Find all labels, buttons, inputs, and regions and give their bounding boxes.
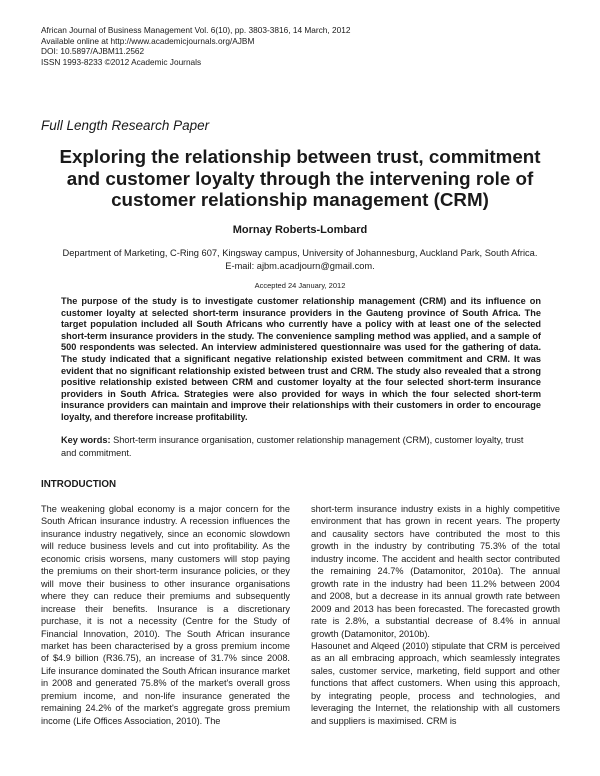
body-column-left bbox=[41, 503, 290, 727]
journal-url: Available online at http://www.academicjournals.org/AJBM bbox=[41, 35, 255, 46]
author-name: Mornay Roberts-Lombard bbox=[232, 224, 368, 236]
body-paragraph: Hasounet and Alqeed (2010) stipulate that CRM is perceived as an all embracing approach, which seamlessly integrates sales, customer service, marketing, field support and other functions that affect customers. When using this approach, by integrating people, process and technologies, and leveraging the Internet, the relationship with all customers and suppliers is maximised. CRM is bbox=[311, 640, 560, 726]
introduction-heading: INTRODUCTION bbox=[41, 479, 117, 490]
journal-header bbox=[41, 25, 561, 67]
keywords-text: Short-term insurance organisation, customer relationship management (CRM), customer loyalty, trust and commitment. bbox=[61, 435, 524, 458]
abstract: The purpose of the study is to investigate customer relationship management (CRM) and its influence on customer loyalty at selected short-term insurance providers in the Gauteng province of South Africa. The target population included all South Africans who currently have a policy with at least one of the selected short-term insurance providers in the study. The convenience sampling method was applied, and a sample of 500 respondents was selected. An interview administered questionnaire was used for the gathering of data. The study indicated that a significant negative relationship existed between commitment and CRM. It was evident that no significant relationship existed between trust and CRM. The study also revealed that a strong positive relationship existed between CRM and customer loyalty at the four selected short-term insurance providers in South Africa. Strategies were also provided for ways in which the four selected short-term insurance providers can maintain and improve their relationships with their customers in order to encourage loyalty, and therefore increase profitability. bbox=[61, 296, 541, 422]
keywords-label: Key words: bbox=[61, 435, 111, 445]
affiliation-address: Department of Marketing, C-Ring 607, Kingsway campus, University of Johannesburg, Auckland Park, South Africa. bbox=[62, 248, 538, 258]
accepted-date: Accepted 24 January, 2012 bbox=[254, 281, 346, 290]
body-column-right bbox=[311, 503, 560, 727]
body-paragraph: The weakening global economy is a major concern for the South African insurance industry. A recession influences the insurance industry negatively, since an economic slowdown will reduce business levels and cut into profitability. As the economic crisis worsens, many customers will stop paying the premiums on their short-term insurance policies, or they will move their business to other insurance organisations where they can reduce their premiums and subsequently increase their benefits. Insurance is a discretionary purchase, it is not a necessity (Centre for the Study of Financial Innovation, 2010). The South African insurance market has been characterised by a gross premium income of $4.9 billion (R36.75), an increase of 31.7% since 2008. Life insurance dominated the South African insurance market in 2008 and generated 75.8% of the market's overall gross premium income, and non-life insurance generated the remaining 24.2% of the market's aggregate gross premium income (Life Offices Association, 2010). The bbox=[41, 504, 290, 726]
paper-type: Full Length Research Paper bbox=[41, 118, 210, 133]
journal-issn: ISSN 1993-8233 ©2012 Academic Journals bbox=[41, 56, 202, 67]
author-affiliation bbox=[41, 247, 559, 272]
paper-title: Exploring the relationship between trust, commitment and customer loyalty through the intervening role of customer relationship management (CRM) bbox=[59, 146, 541, 210]
journal-doi: DOI: 10.5897/AJBM11.2562 bbox=[41, 46, 145, 56]
journal-citation: African Journal of Business Management Vol. 6(10), pp. 3803-3816, 14 March, 2012 bbox=[41, 25, 351, 35]
body-paragraph: short-term insurance industry exists in a highly competitive environment that has grown in recent years. The property and causality sectors have contributed the most to this growth in the industry by contributing 75.3% of the total industry income. The accident and health sector contributed the remaining 24.7% (Datamonitor, 2010a). The annual growth rate in the industry had been 11.2% between 2004 and 2008, but a decrease in its annual growth rate between 2009 and 2013 has been forecasted. The forecasted growth rate is 2.8%, a substantial decrease of 8.4% in annual growth (Datamonitor, 2010b). bbox=[311, 504, 560, 639]
keywords bbox=[61, 434, 541, 459]
affiliation-email: E-mail: ajbm.acadjourn@gmail.com. bbox=[225, 260, 375, 271]
